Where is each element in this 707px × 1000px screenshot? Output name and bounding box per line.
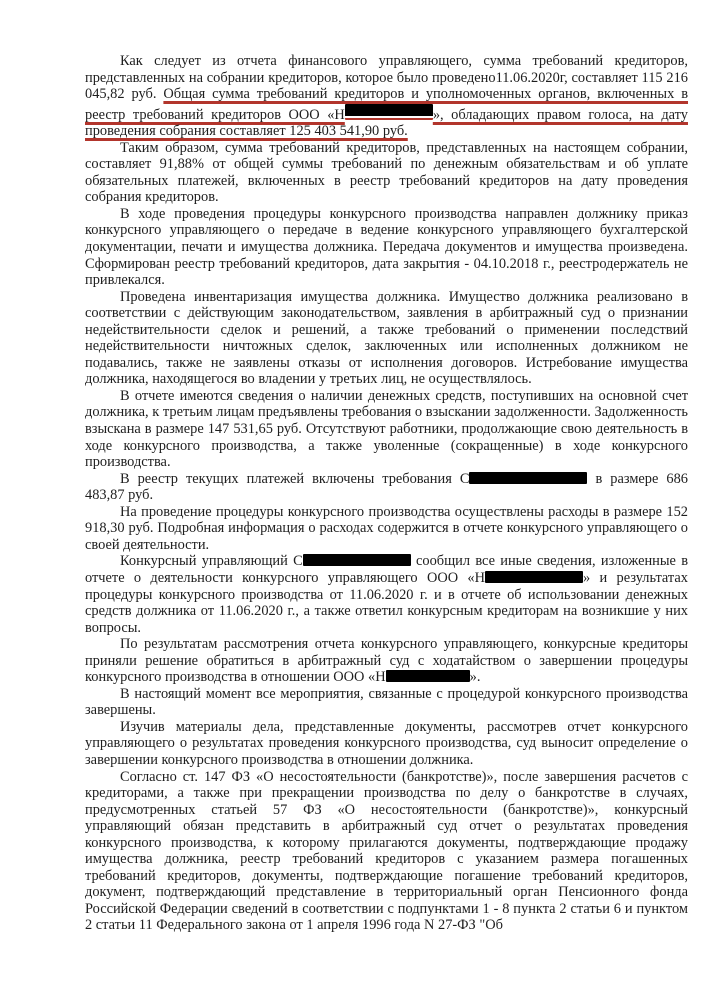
document-body bbox=[85, 53, 688, 934]
text-run: сообщил все иные сведения, изложенные в отчете о деятельности конкурсного управляющего ООО «Н bbox=[85, 553, 688, 586]
paragraph bbox=[85, 553, 688, 636]
paragraph bbox=[85, 471, 688, 504]
text-run: По результатам рассмотрения отчета конкурсного управляющего, конкурсные кредиторы приняли решение обратиться в арбитражный суд с ходатайством о завершении процедуры конкурсного производства в отношении ООО «Н bbox=[85, 636, 688, 686]
text-run: В реестр текущих платежей включены требования С bbox=[120, 470, 470, 487]
underlined-text: Общая сумма требований кредиторов и уполномоченных органов, включенных в реестр требований кредиторов ООО «Н bbox=[85, 86, 689, 123]
underlined-text: », обладающих правом голоса, на дату проведения собрания составляет 125 403 541,90 руб. bbox=[85, 106, 688, 140]
text-run: На проведение процедуры конкурсного производства осуществлены расходы в размере 152 918,30 руб. Подробная информация о расходах содержится в отчете конкурсного управляющего о своей деятельности. bbox=[85, 503, 688, 553]
document-page bbox=[85, 53, 688, 934]
paragraph bbox=[85, 769, 688, 934]
text-run: ». bbox=[469, 669, 481, 686]
paragraph bbox=[85, 206, 688, 289]
paragraph bbox=[85, 388, 688, 471]
paragraph bbox=[85, 140, 688, 206]
text-run: Согласно ст. 147 ФЗ «О несостоятельности (банкротстве)», после завершения расчетов с кредиторами, а также при прекращении производства по делу о банкротстве в случаях, предусмотренных статьей 57 ФЗ «О несостоятельности (банкротстве)», конкурсный управляющий обязан представить в арбитражный суд отчет о результатах проведения конкурсного производства, к которому прилагаются документы, подтверждающие продажу имущества должника, реестр требований кредиторов с указанием размера погашенных требований кредиторов, документы, подтверждающие погашение требований кредиторов, документ, подтверждающий представление в территориальный орган Пенсионного фонда Российской Федерации сведений в соответствии с подпунктами 1 - 8 пункта 2 статьи 6 и пунктом 2 статьи 11 Федерального закона от 1 апреля 1996 года N 27-ФЗ "Об bbox=[85, 768, 688, 934]
text-run: Изучив материалы дела, представленные документы, рассмотрев отчет конкурсного управляющего о результатах проведения конкурсного производства, суд выносит определение о завершении конкурсного производства в отношении должника. bbox=[85, 718, 688, 768]
paragraph bbox=[85, 53, 688, 140]
text-run: В настоящий момент все мероприятия, связанные с процедурой конкурсного производства завершены. bbox=[85, 685, 688, 719]
text-run: В ходе проведения процедуры конкурсного производства направлен должнику приказ конкурсного управляющего о передаче в ведение конкурсного управляющего бухгалтерской документации, печати и имущества должника. Передача документов и имущества произведена. Сформирован реестр требований кредиторов, дата закрытия - 04.10.2018 г., реестродержатель не привлекался. bbox=[85, 205, 688, 289]
redaction-box bbox=[303, 554, 411, 566]
paragraph bbox=[85, 686, 688, 719]
redaction-box bbox=[345, 104, 433, 120]
paragraph bbox=[85, 719, 688, 769]
text-run: В отчете имеются сведения о наличии денежных средств, поступивших на основной счет должника, к третьим лицам предъявлены требования о взыскании задолженности. Задолженность взыскана в размере 147 531,65 руб. Отсутствуют работники, продолжающие свою деятельность в ходе конкурсного производства, а также уволенные (сокращенные) в ходе конкурсного производства. bbox=[85, 387, 688, 471]
paragraph bbox=[85, 504, 688, 554]
redaction-box bbox=[386, 670, 470, 682]
text-run: Конкурсный управляющий С bbox=[120, 553, 303, 570]
paragraph bbox=[85, 636, 688, 686]
paragraph bbox=[85, 289, 688, 388]
text-run: Как следует из отчета финансового управляющего, сумма требований кредиторов, представленных на собрании кредиторов, которое было проведено11.06.2020г, составляет 115 216 045,82 руб. bbox=[85, 53, 688, 103]
redaction-box bbox=[469, 472, 587, 484]
text-run: » и результатах процедуры конкурсного производства от 11.06.2020 г. и в отчете об использовании денежных средств должника от 11.06.2020 г., а также ответил конкурсным кредиторам на возникшие у них вопросы. bbox=[85, 569, 688, 636]
text-run: Таким образом, сумма требований кредиторов, представленных на настоящем собрании, составляет 91,88% от общей суммы требований по денежным обязательствам и об уплате обязательных платежей, включенных в реестр требований кредиторов на дату проведения собрания кредиторов. bbox=[85, 139, 688, 206]
redaction-box bbox=[485, 571, 583, 583]
text-run: Проведена инвентаризация имущества должника. Имущество должника реализовано в соответствии с действующим законодательством, заявления в арбитражный суд о признании недействительности сделок и решений, а также требований о применении последствий недействительности ничтожных сделок, заключенных или исполненных должником не подавались, также не заявлены отказы от исполнения договоров. Истребование имущества должника, находящегося во владении у третьих лиц, не осуществлялось. bbox=[85, 288, 688, 388]
text-run: в размере 686 483,87 руб. bbox=[85, 470, 688, 504]
